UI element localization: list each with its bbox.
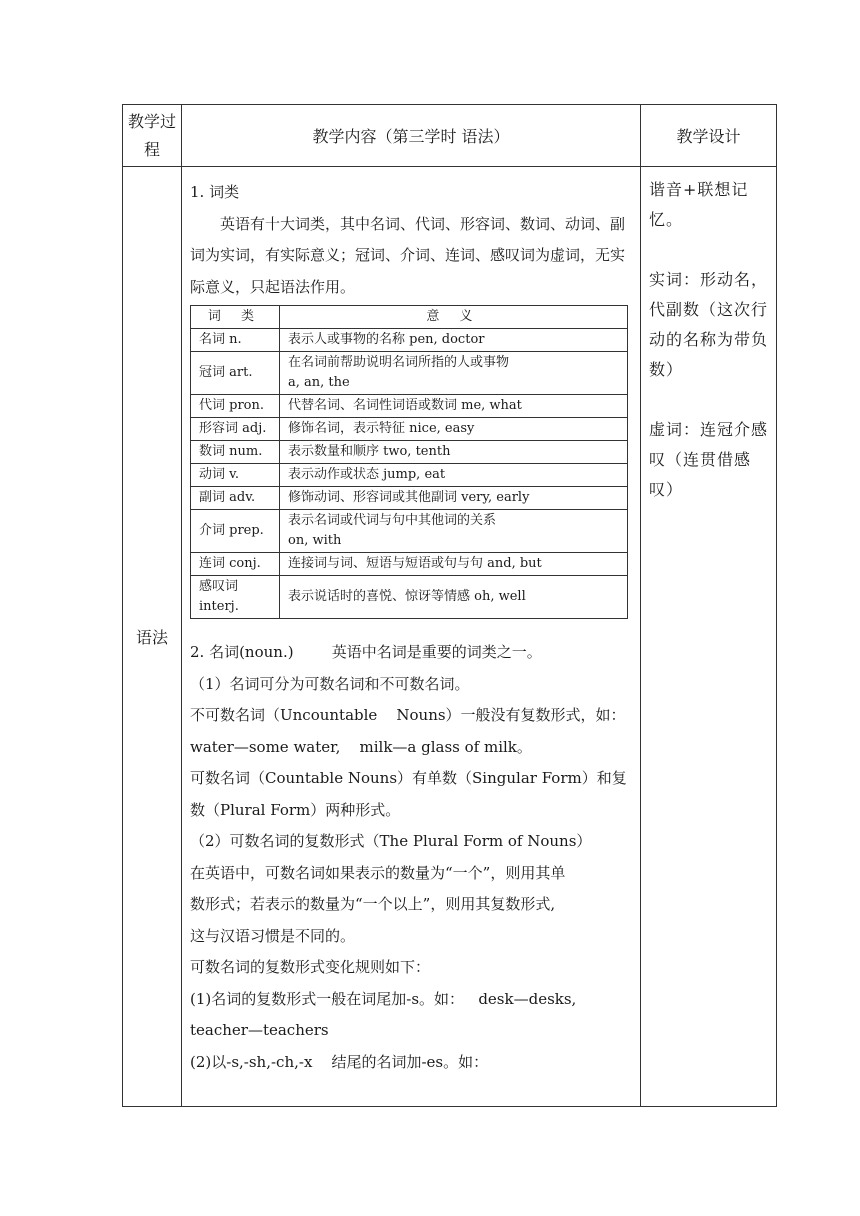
word-class-name: 代词 pron.	[191, 395, 280, 418]
word-class-meaning: 表示动作或状态 jump, eat	[280, 464, 628, 487]
word-class-name: 形容词 adj.	[191, 418, 280, 441]
section2-line: 这与汉语习惯是不同的。	[190, 926, 356, 945]
word-class-meaning: 表示名词或代词与句中其他词的关系 on, with	[280, 510, 628, 553]
word-class-meaning: 表示人或事物的名称 pen, doctor	[280, 329, 628, 352]
section2-line: （1）名词可分为可数名词和不可数名词。	[190, 674, 470, 693]
design-cell	[641, 167, 777, 1107]
design-note-3: 虚词：连冠介感叹（连贯借感叹）	[649, 420, 769, 499]
word-class-name: 介词 prep.	[191, 510, 280, 553]
lesson-table	[122, 104, 777, 1107]
word-class-meaning: 连接词与词、短语与短语或句与句 and, but	[280, 553, 628, 576]
section2-line: 在英语中，可数名词如果表示的数量为“一个”，则用其单	[190, 863, 566, 882]
header-meaning: 意 义	[280, 306, 628, 329]
word-class-row	[191, 487, 628, 510]
word-class-name: 副词 adv.	[191, 487, 280, 510]
word-class-row	[191, 576, 628, 619]
section2-line: teacher—teachers	[190, 1021, 329, 1039]
word-class-meaning: 代替名词、名词性词语或数词 me, what	[280, 395, 628, 418]
design-note-1: 谐音+联想记忆。	[649, 180, 749, 229]
design-note-2: 实词：形动名，代副数（这次行动的名称为带负数）	[649, 270, 769, 379]
word-class-meaning: 修饰名词，表示特征 nice, easy	[280, 418, 628, 441]
word-class-header	[191, 306, 628, 329]
section1-intro: 英语有十大词类，其中名词、代词、形容词、数词、动词、副词为实词，有实际意义；冠词、介词、连词、感叹词为虚词，无实际意义，只起语法作用。	[190, 214, 626, 296]
word-class-meaning: 表示数量和顺序 two, tenth	[280, 441, 628, 464]
section2-line: 2. 名词(noun.) 英语中名词是重要的词类之一。	[190, 643, 542, 661]
section2-line: （2）可数名词的复数形式（The Plural Form of Nouns）	[190, 832, 592, 850]
body-row	[123, 167, 777, 1107]
word-class-row	[191, 329, 628, 352]
word-class-name: 数词 num.	[191, 441, 280, 464]
section1-title: 1. 词类	[190, 183, 240, 201]
section2-line: (2)以-s,-sh,-ch,-x 结尾的名词加-es。如：	[190, 1052, 489, 1071]
word-class-row	[191, 441, 628, 464]
word-class-row	[191, 553, 628, 576]
word-class-name: 名词 n.	[191, 329, 280, 352]
section2-line: 不可数名词（Uncountable Nouns）一般没有复数形式，如：	[190, 706, 626, 724]
section2-line: water—some water, milk—a glass of milk。	[190, 737, 532, 756]
side-label: 语法	[123, 167, 182, 1107]
header-design: 教学设计	[641, 105, 777, 167]
content-cell	[182, 167, 641, 1107]
word-class-table	[190, 305, 628, 619]
section2-line: 可数名词的复数形式变化规则如下：	[190, 958, 431, 976]
section2-line: 数形式；若表示的数量为“一个以上”，则用其复数形式,	[190, 895, 556, 913]
word-class-meaning: 表示说话时的喜悦、惊讶等情感 oh, well	[280, 576, 628, 619]
section2-line: 数（Plural Form）两种形式。	[190, 800, 401, 819]
header-row	[123, 105, 777, 167]
word-class-row	[191, 510, 628, 553]
word-class-name: 连词 conj.	[191, 553, 280, 576]
word-class-meaning: 修饰动词、形容词或其他副词 very, early	[280, 487, 628, 510]
section2-line: (1)名词的复数形式一般在词尾加-s。如： desk—desks,	[190, 989, 577, 1008]
word-class-name: 冠词 art.	[191, 352, 280, 395]
word-class-name: 感叹词 interj.	[191, 576, 280, 619]
section2-line: 可数名词（Countable Nouns）有单数（Singular Form）和复	[190, 769, 627, 787]
word-class-row	[191, 418, 628, 441]
word-class-row	[191, 395, 628, 418]
word-class-row	[191, 464, 628, 487]
header-process: 教学过程	[123, 105, 182, 167]
word-class-name: 动词 v.	[191, 464, 280, 487]
word-class-row	[191, 352, 628, 395]
word-class-meaning: 在名词前帮助说明名词所指的人或事物 a, an, the	[280, 352, 628, 395]
header-content: 教学内容（第三学时 语法）	[182, 105, 641, 167]
header-word-class: 词 类	[191, 306, 280, 329]
